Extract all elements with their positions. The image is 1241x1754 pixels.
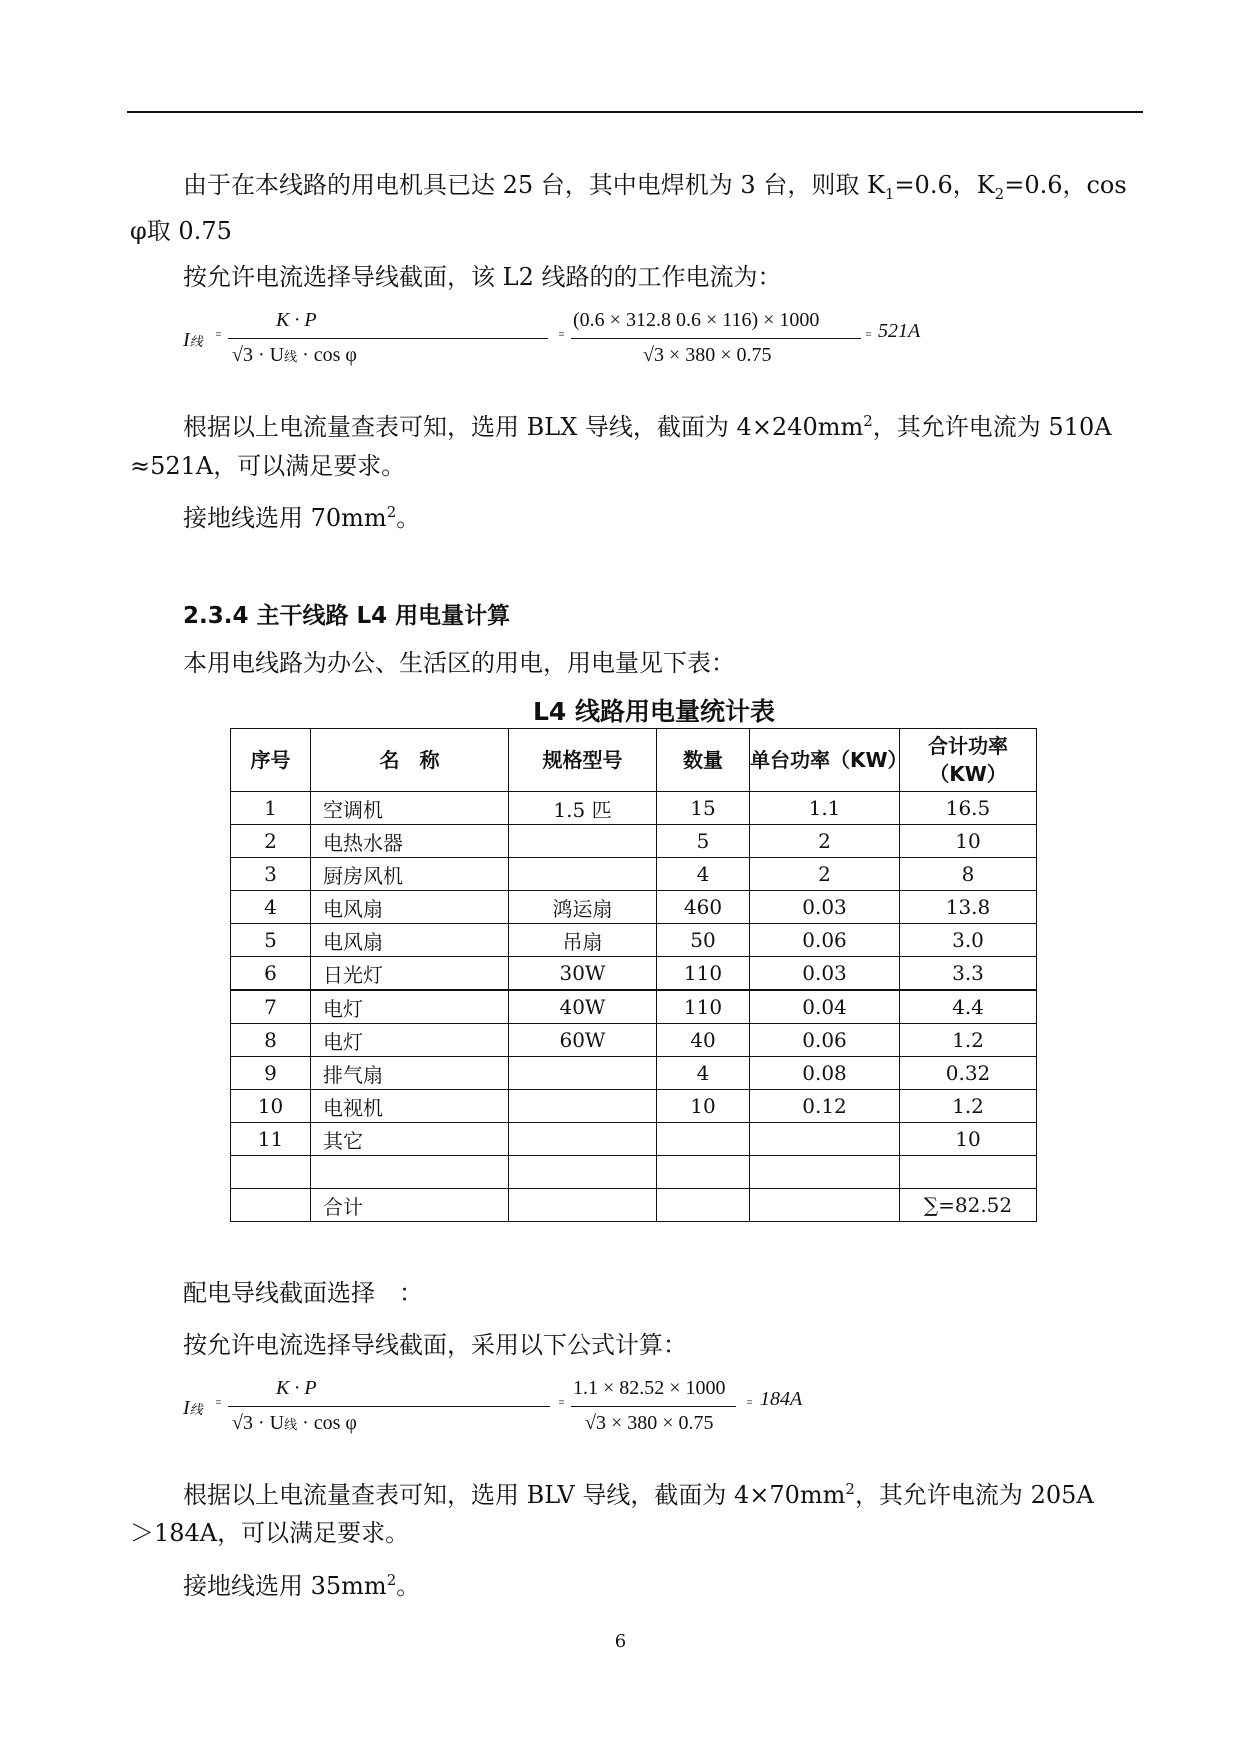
cell-name: 电视机 — [311, 1090, 509, 1123]
formula-1-numerator-2: (0.6 × 312.8 0.6 × 116) × 1000 — [573, 309, 820, 331]
cell-name — [311, 1156, 509, 1189]
cell-unit-power: 0.12 — [750, 1090, 900, 1123]
cell-spec — [509, 1123, 657, 1156]
table-row — [231, 1090, 1037, 1123]
cell-total-power: 10 — [900, 1123, 1037, 1156]
paragraph-3-line-1: 根据以上电流量查表可知，选用 BLX 导线，截面为 $4\times 240mm^2$，其允许电流为 510A — [183, 412, 1112, 441]
cell-total-power: 3.3 — [900, 957, 1037, 991]
cell-quantity: 110 — [657, 957, 750, 991]
formula-2-denominator-2: √3 × 380 × 0.75 — [585, 1412, 714, 1434]
cell-unit-power: 0.03 — [750, 957, 900, 991]
cell-spec — [509, 1057, 657, 1090]
cell-index: 10 — [231, 1090, 311, 1123]
cell-index: 6 — [231, 957, 311, 991]
cell-quantity: 4 — [657, 858, 750, 891]
cell-name: 电风扇 — [311, 891, 509, 924]
power-statistics-table — [230, 728, 1037, 1222]
cell-name: 电灯 — [311, 1024, 509, 1057]
cell-unit-power: 2 — [750, 858, 900, 891]
table-row — [231, 957, 1037, 991]
cell-unit-power — [750, 1156, 900, 1189]
cell-index: 11 — [231, 1123, 311, 1156]
cell-spec — [509, 858, 657, 891]
cell-quantity — [657, 1123, 750, 1156]
formula-2-fraction-bar-2 — [571, 1406, 736, 1407]
cell-index: 5 — [231, 924, 311, 957]
table-row — [231, 858, 1037, 891]
cell-quantity: 50 — [657, 924, 750, 957]
cell-name: 厨房风机 — [311, 858, 509, 891]
cell-quantity — [657, 1189, 750, 1222]
paragraph-1-line-1: 由于在本线路的用电机具已达 25 台，其中电焊机为 3 台，则取 $K_1=0.6$，$K_2=0.6$，cos — [183, 171, 1127, 203]
formula-1-fraction-bar-1 — [228, 338, 548, 339]
cell-quantity: 15 — [657, 792, 750, 825]
table-row — [231, 792, 1037, 825]
section-heading: 2.3.4 主干线路 L4 用电量计算 — [183, 603, 511, 629]
header-quantity: 数量 — [657, 729, 750, 792]
cell-spec: 1.5 匹 — [509, 792, 657, 825]
formula-2-lhs: I线 — [183, 1397, 203, 1419]
cell-unit-power — [750, 1189, 900, 1222]
cell-index: 4 — [231, 891, 311, 924]
cell-name: 电风扇 — [311, 924, 509, 957]
cell-spec: 40W — [509, 990, 657, 1024]
cell-spec: 吊扇 — [509, 924, 657, 957]
table-row — [231, 1156, 1037, 1189]
cell-total-power: 16.5 — [900, 792, 1037, 825]
table-row — [231, 924, 1037, 957]
cell-total-power: ∑=82.52 — [900, 1189, 1037, 1222]
cell-index — [231, 1189, 311, 1222]
header-unit-power: 单台功率（KW） — [750, 729, 900, 792]
formula-2-numerator-1: K · P — [276, 1377, 317, 1399]
cell-spec: 60W — [509, 1024, 657, 1057]
paragraph-7: 按允许电流选择导线截面，采用以下公式计算： — [183, 1331, 687, 1359]
paragraph-4: 接地线选用 $70mm^2$。 — [183, 503, 421, 532]
cell-unit-power: 2 — [750, 825, 900, 858]
page-number: 6 — [614, 1631, 627, 1652]
cell-total-power: 8 — [900, 858, 1037, 891]
formula-2-numerator-2: 1.1 × 82.52 × 1000 — [573, 1377, 726, 1399]
formula-2-fraction-bar-1 — [228, 1406, 550, 1407]
table-title: L4 线路用电量统计表 — [533, 697, 776, 726]
table-row — [231, 1123, 1037, 1156]
formula-1 — [180, 309, 921, 376]
cell-name: 电灯 — [311, 990, 509, 1024]
table-header-row — [231, 729, 1037, 792]
cell-spec — [509, 1090, 657, 1123]
cell-name: 合计 — [311, 1189, 509, 1222]
table-row — [231, 1024, 1037, 1057]
header-total-power: 合计功率（KW） — [900, 729, 1037, 792]
cell-index: 7 — [231, 990, 311, 1024]
cell-index: 2 — [231, 825, 311, 858]
formula-2-result: 184A — [760, 1388, 803, 1410]
formula-2-denominator-1: √3 · U线 · cos φ — [232, 1412, 357, 1434]
cell-unit-power: 0.04 — [750, 990, 900, 1024]
formula-2-eq-2: ﹦ — [555, 1393, 569, 1408]
paragraph-2: 按允许电流选择导线截面，该 L2 线路的的工作电流为： — [183, 263, 782, 291]
cell-total-power: 0.32 — [900, 1057, 1037, 1090]
header-spec: 规格型号 — [509, 729, 657, 792]
formula-1-denominator-2: √3 × 380 × 0.75 — [643, 344, 772, 366]
header-name: 名 称 — [311, 729, 509, 792]
cell-total-power: 3.0 — [900, 924, 1037, 957]
formula-1-lhs: I线 — [183, 329, 203, 351]
cell-unit-power: 0.06 — [750, 924, 900, 957]
cell-name: 日光灯 — [311, 957, 509, 991]
cell-index — [231, 1156, 311, 1189]
cell-spec: 30W — [509, 957, 657, 991]
cell-total-power: 1.2 — [900, 1024, 1037, 1057]
table-row — [231, 1189, 1037, 1222]
cell-quantity: 5 — [657, 825, 750, 858]
cell-index: 1 — [231, 792, 311, 825]
cell-index: 9 — [231, 1057, 311, 1090]
cell-unit-power: 0.08 — [750, 1057, 900, 1090]
cell-unit-power: 1.1 — [750, 792, 900, 825]
formula-2-eq-3: ﹦ — [743, 1393, 757, 1408]
header-index: 序号 — [231, 729, 311, 792]
paragraph-8-line-1: 根据以上电流量查表可知，选用 BLV 导线，截面为 $4\times 70mm^2$，其允许电流为 205A — [183, 1480, 1094, 1509]
table-row — [231, 990, 1037, 1024]
formula-1-denominator-1: √3 · U线 · cos φ — [232, 344, 357, 366]
cell-unit-power: 0.03 — [750, 891, 900, 924]
cell-index: 8 — [231, 1024, 311, 1057]
formula-1-eq-1: ﹦ — [212, 325, 226, 340]
formula-1-numerator-1: K · P — [276, 309, 317, 331]
cell-total-power: 10 — [900, 825, 1037, 858]
paragraph-9: 接地线选用 $35mm^2$。 — [183, 1571, 421, 1600]
cell-quantity: 4 — [657, 1057, 750, 1090]
paragraph-5: 本用电线路为办公、生活区的用电，用电量见下表： — [183, 649, 735, 677]
cell-name: 排气扇 — [311, 1057, 509, 1090]
formula-1-fraction-bar-2 — [571, 338, 861, 339]
cell-unit-power: 0.06 — [750, 1024, 900, 1057]
paragraph-8-line-2: ＞184A，可以满足要求。 — [130, 1519, 410, 1547]
cell-spec — [509, 1189, 657, 1222]
paragraph-1-line-2: φ取 0.75 — [130, 217, 232, 245]
cell-name: 电热水器 — [311, 825, 509, 858]
cell-quantity — [657, 1156, 750, 1189]
cell-quantity: 10 — [657, 1090, 750, 1123]
cell-spec — [509, 1156, 657, 1189]
formula-1-result: 521A — [878, 320, 921, 342]
cell-unit-power — [750, 1123, 900, 1156]
paragraph-6: 配电导线截面选择 ： — [183, 1279, 423, 1307]
cell-total-power: 4.4 — [900, 990, 1037, 1024]
cell-spec — [509, 825, 657, 858]
cell-name: 其它 — [311, 1123, 509, 1156]
table-row — [231, 825, 1037, 858]
table-row — [231, 891, 1037, 924]
cell-name: 空调机 — [311, 792, 509, 825]
formula-1-eq-2: ﹦ — [555, 325, 569, 340]
cell-spec: 鸿运扇 — [509, 891, 657, 924]
formula-2 — [180, 1377, 803, 1444]
cell-total-power: 1.2 — [900, 1090, 1037, 1123]
cell-total-power: 13.8 — [900, 891, 1037, 924]
table-row — [231, 1057, 1037, 1090]
paragraph-3-line-2: ≈521A，可以满足要求。 — [130, 452, 406, 480]
formula-1-eq-3: ﹦ — [862, 325, 876, 340]
cell-quantity: 40 — [657, 1024, 750, 1057]
cell-quantity: 110 — [657, 990, 750, 1024]
cell-total-power — [900, 1156, 1037, 1189]
cell-index: 3 — [231, 858, 311, 891]
header-rule — [127, 111, 1143, 113]
cell-quantity: 460 — [657, 891, 750, 924]
formula-2-eq-1: ﹦ — [212, 1393, 226, 1408]
